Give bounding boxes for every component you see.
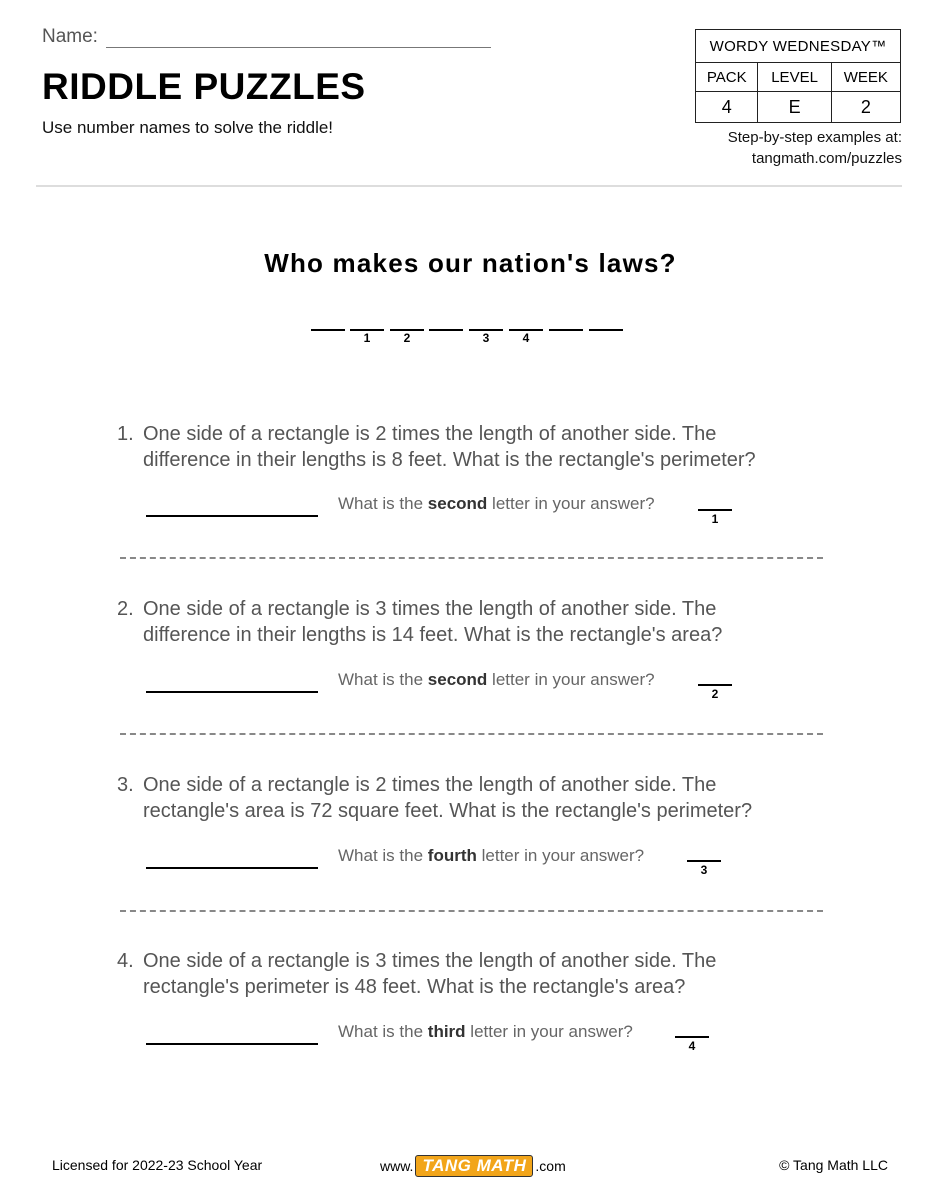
prompt-ordinal: second [427, 670, 488, 689]
prompt-prefix: What is the [338, 1022, 424, 1041]
site-prefix: www. [380, 1158, 414, 1174]
website-link[interactable] [380, 1155, 566, 1177]
name-label: Name: [42, 26, 98, 47]
letter-slot-number: 1 [711, 512, 719, 526]
letter-prompt [338, 494, 655, 514]
pack-label: PACK [696, 63, 758, 92]
question-number: 3. [117, 774, 134, 796]
question-4 [117, 948, 837, 1000]
letter-prompt [338, 670, 655, 690]
letter-slot[interactable] [698, 684, 732, 686]
riddle-letter-slot[interactable] [311, 329, 345, 331]
prompt-ordinal: second [427, 494, 488, 513]
letter-slot[interactable] [698, 509, 732, 511]
name-field-row [42, 26, 491, 48]
riddle-letter-slot[interactable] [589, 329, 623, 331]
license-note: Licensed for 2022-23 School Year [52, 1157, 263, 1173]
pack-value: 4 [696, 92, 758, 123]
letter-prompt [338, 1022, 633, 1042]
question-3 [117, 772, 837, 824]
riddle-question: Who makes our nation's laws? [264, 248, 677, 278]
question-1 [117, 421, 837, 473]
answer-line[interactable] [146, 691, 318, 693]
question-number: 4. [117, 950, 134, 972]
pack-info-table [695, 29, 901, 123]
letter-slot-number: 2 [711, 687, 719, 701]
level-value: E [758, 92, 831, 123]
week-value: 2 [831, 92, 900, 123]
question-line-2: rectangle's perimeter is 48 feet. What is the rectangle's area? [143, 976, 686, 998]
level-label: LEVEL [758, 63, 831, 92]
letter-slot-number: 4 [688, 1039, 696, 1053]
question-line-2: difference in their lengths is 8 feet. What is the rectangle's perimeter? [143, 449, 756, 471]
examples-line-1: Step-by-step examples at: [727, 129, 902, 146]
question-line-2: difference in their lengths is 14 feet. What is the rectangle's area? [143, 624, 723, 646]
question-number: 1. [117, 423, 134, 445]
header-divider [36, 185, 902, 187]
prompt-ordinal: fourth [427, 846, 477, 865]
riddle-slot-number: 1 [363, 331, 371, 345]
letter-slot[interactable] [687, 860, 721, 862]
prompt-prefix: What is the [338, 670, 424, 689]
question-line-1: One side of a rectangle is 3 times the length of another side. The [143, 598, 717, 620]
site-suffix: .com [535, 1158, 566, 1174]
question-line-1: One side of a rectangle is 2 times the length of another side. The [143, 423, 717, 445]
letter-slot-number: 3 [700, 863, 708, 877]
prompt-suffix: letter in your answer? [481, 846, 645, 865]
question-line-1: One side of a rectangle is 3 times the length of another side. The [143, 950, 717, 972]
copyright: © Tang Math LLC [779, 1157, 888, 1173]
riddle-slot-number: 2 [403, 331, 411, 345]
question-2 [117, 596, 837, 648]
tang-math-logo: TANG MATH [415, 1155, 533, 1177]
examples-link[interactable]: tangmath.com/puzzles [751, 150, 902, 167]
prompt-prefix: What is the [338, 494, 424, 513]
riddle-slot-number: 4 [522, 331, 530, 345]
answer-line[interactable] [146, 867, 318, 869]
answer-line[interactable] [146, 515, 318, 517]
riddle-letter-slot[interactable] [429, 329, 463, 331]
dashed-divider [120, 557, 823, 559]
prompt-suffix: letter in your answer? [492, 494, 655, 513]
question-line-2: rectangle's area is 72 square feet. What is the rectangle's perimeter? [143, 800, 753, 822]
page-title: RIDDLE PUZZLES [42, 66, 366, 107]
prompt-ordinal: third [427, 1022, 466, 1041]
letter-prompt [338, 846, 644, 866]
question-line-1: One side of a rectangle is 2 times the length of another side. The [143, 774, 717, 796]
prompt-suffix: letter in your answer? [470, 1022, 633, 1041]
dashed-divider [120, 733, 823, 735]
prompt-suffix: letter in your answer? [492, 670, 655, 689]
riddle-slot-number: 3 [482, 331, 490, 345]
question-number: 2. [117, 598, 134, 620]
page-subtitle: Use number names to solve the riddle! [42, 118, 334, 137]
riddle-letter-slot[interactable] [549, 329, 583, 331]
examples-note [640, 127, 902, 169]
answer-line[interactable] [146, 1043, 318, 1045]
prompt-prefix: What is the [338, 846, 424, 865]
name-input-line[interactable] [106, 29, 491, 48]
letter-slot[interactable] [675, 1036, 709, 1038]
dashed-divider [120, 910, 823, 912]
week-label: WEEK [831, 63, 900, 92]
series-heading: WORDY WEDNESDAY™ [696, 30, 901, 63]
